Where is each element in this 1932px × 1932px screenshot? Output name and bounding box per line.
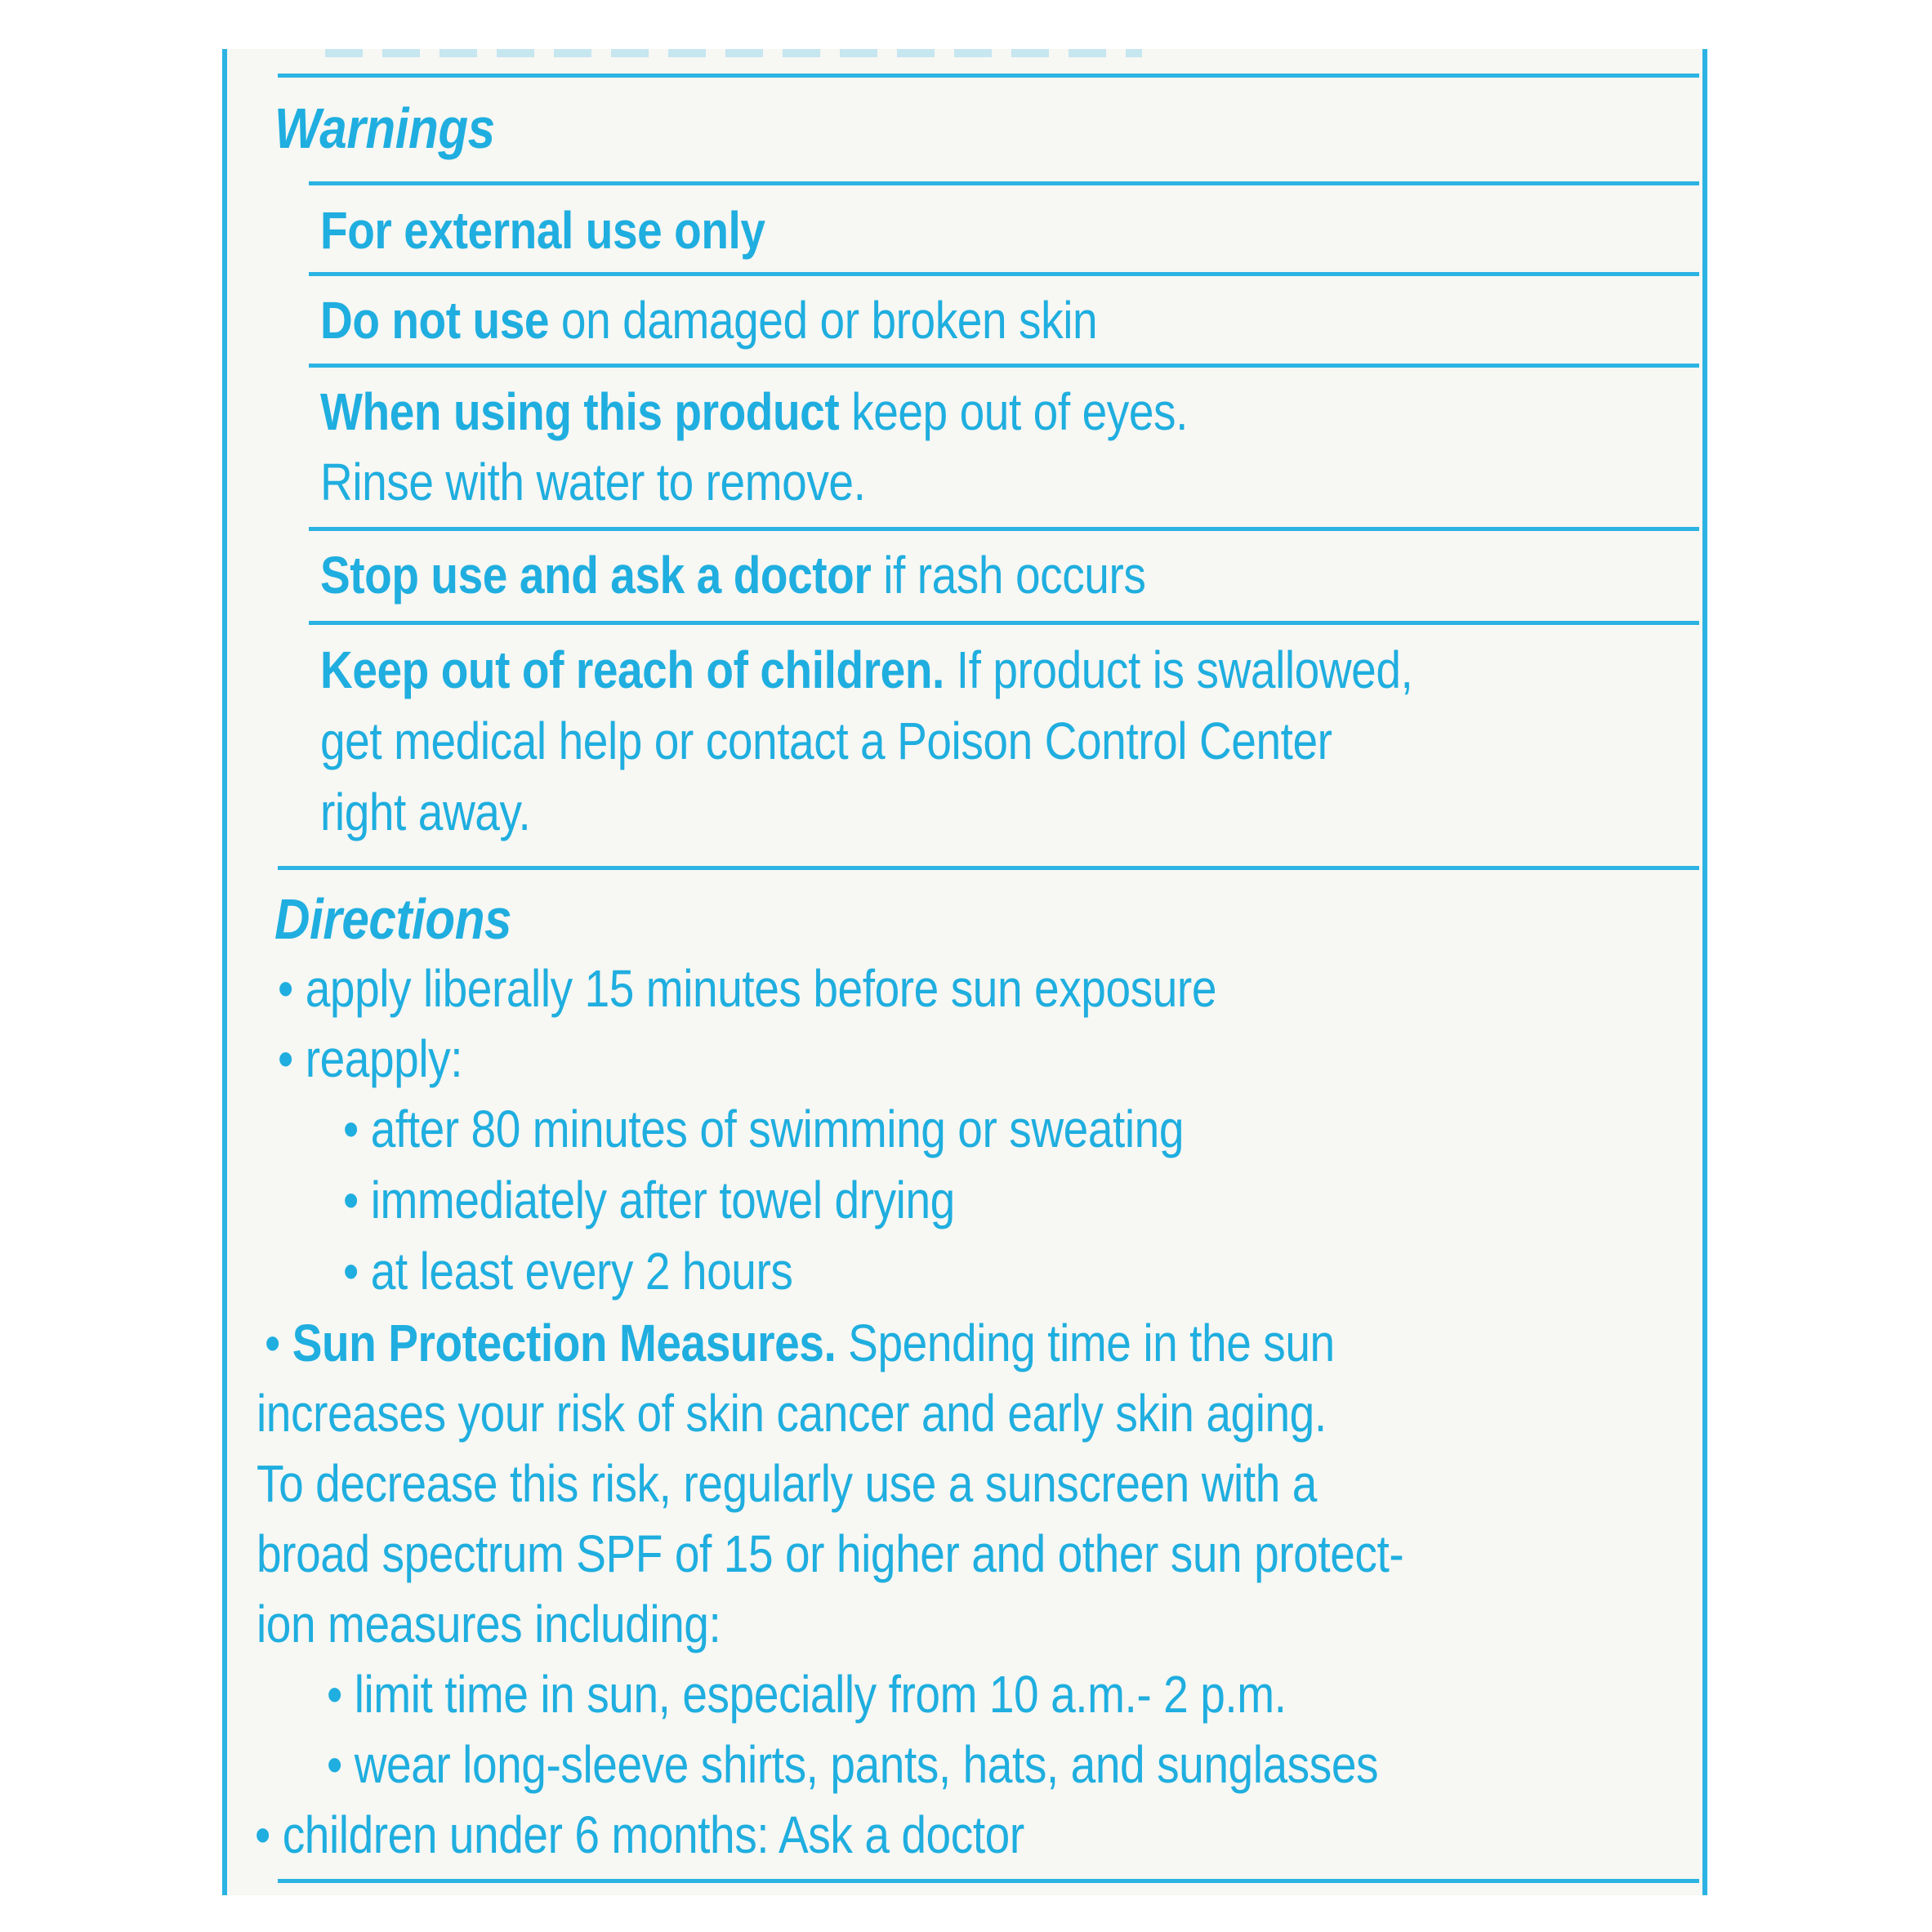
warning-do-not-use [320,291,1098,350]
divider [309,364,1699,368]
direction-item-text: apply liberally 15 minutes before sun exposure [305,959,1217,1018]
divider [309,181,1699,185]
sun-protection-text: Spending time in the sun [836,1314,1335,1372]
warning-keep-out-lead: Keep out of reach of children. [320,640,944,699]
bullet: • [255,1805,270,1864]
measure-subitem-text: limit time in sun, especially from 10 a.m.- 2 p.m. [354,1665,1287,1724]
warning-stop-use-lead: Stop use and ask a doctor [320,546,872,605]
bullet: • [327,1665,342,1724]
direction-subitem-text: at least every 2 hours [370,1242,793,1301]
cropped-text-line [325,49,1142,57]
direction-item-text: reapply: [305,1029,463,1088]
sun-protection-line: increases your risk of skin cancer and early skin aging. [257,1384,1327,1443]
sun-protection-measures [265,1314,1335,1372]
divider [309,621,1699,625]
warning-keep-out-line2: get medical help or contact a Poison Control Center [320,712,1332,770]
measure-subitem-text: wear long-sleeve shirts, pants, hats, and sunglasses [354,1735,1379,1794]
warning-keep-out-text: If product is swallowed, [944,640,1413,699]
bullet: • [278,1029,293,1088]
measure-subitem [327,1665,1287,1724]
bullet: • [343,1171,359,1229]
sun-protection-line: broad spectrum SPF of 15 or higher and other sun protect- [257,1524,1404,1583]
bullet: • [343,1100,359,1158]
direction-subitem-text: after 80 minutes of swimming or sweating [370,1100,1185,1158]
sun-protection-lead: Sun Protection Measures. [292,1314,837,1372]
warnings-heading: Warnings [274,96,495,160]
drug-facts-label [222,49,1707,1895]
warning-stop-use [320,546,1146,605]
bullet: • [343,1242,359,1301]
direction-item [278,959,1217,1018]
warning-external-use: For external use only [320,201,765,260]
directions-heading: Directions [274,887,512,951]
warning-when-using [320,382,1188,441]
measure-subitem [327,1735,1379,1794]
direction-subitem [343,1100,1185,1158]
bullet: • [265,1314,280,1372]
direction-subitem-text: immediately after towel drying [370,1171,955,1229]
warning-stop-use-text: if rash occurs [871,546,1146,605]
divider [278,1879,1699,1883]
divider [278,74,1699,78]
bullet: • [278,959,293,1018]
divider [278,866,1699,870]
warning-when-using-lead: When using this product [320,382,840,441]
sun-protection-line: ion measures including: [257,1595,721,1653]
direction-item [278,1029,463,1088]
divider [309,272,1699,276]
direction-subitem [343,1171,955,1229]
direction-item-children [255,1805,1024,1864]
direction-subitem [343,1242,793,1301]
warning-when-using-line2: Rinse with water to remove. [320,453,866,511]
warning-do-not-use-text: on damaged or broken skin [549,291,1098,350]
divider [309,527,1699,531]
warning-do-not-use-lead: Do not use [320,291,550,350]
bullet: • [327,1735,342,1794]
direction-item-children-text: children under 6 months: Ask a doctor [282,1805,1024,1864]
warning-keep-out [320,640,1413,699]
sun-protection-line: To decrease this risk, regularly use a sunscreen with a [257,1454,1317,1513]
warning-when-using-text: keep out of eyes. [839,382,1188,441]
warning-keep-out-line3: right away. [320,783,531,841]
